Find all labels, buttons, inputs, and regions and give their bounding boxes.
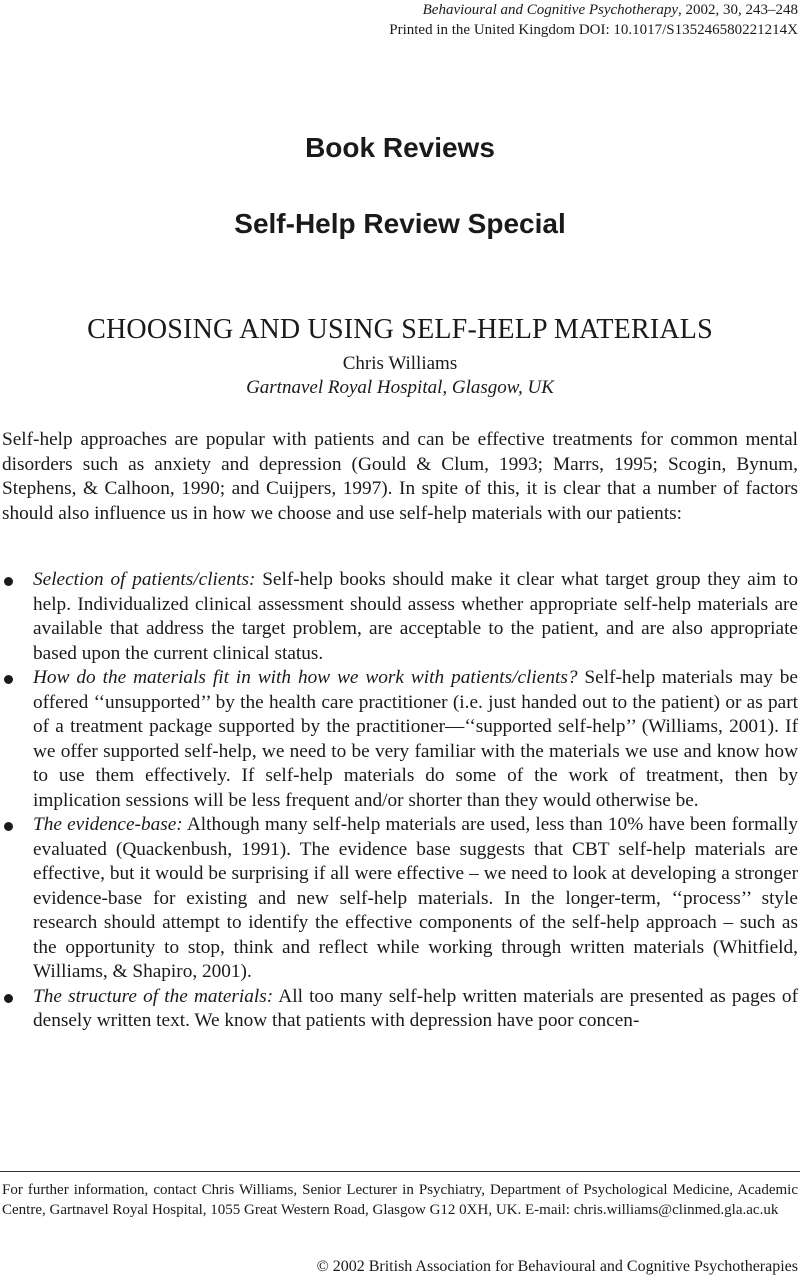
print-doi-line: Printed in the United Kingdom DOI: 10.1017/S135246580221214X <box>389 22 798 38</box>
article-title: CHOOSING AND USING SELF-HELP MATERIALS <box>87 314 713 345</box>
list-item <box>0 568 798 666</box>
copyright-notice: © 2002 British Association for Behavioural and Cognitive Psychotherapies <box>316 1258 798 1275</box>
running-head <box>389 0 798 40</box>
bullet-text: All too many self-help written materials are presented as pages of densely written text. We know that patients with depression have poor concen- <box>33 985 798 1031</box>
factor-list <box>0 568 798 1034</box>
journal-name: Behavioural and Cognitive Psychotherapy <box>422 2 678 18</box>
footnote-contact: For further information, contact Chris Williams, Senior Lecturer in Psychiatry, Department of Psychological Medicine, Academic Centre, Gartnavel Royal Hospital, 1055 Great Western Road, Glasgow G12 0XH, UK. E-mail: chris.williams@clinmed.gla.ac.uk <box>2 1182 798 1218</box>
volume-pages: , 2002, 30, 243–248 <box>678 2 798 18</box>
author-name: Chris Williams <box>342 353 458 374</box>
journal-citation <box>389 0 798 20</box>
bullet-heading: Selection of patients/clients: <box>33 569 256 590</box>
bullet-icon <box>4 675 13 684</box>
bullet-heading: How do the materials fit in with how we work with patients/clients? <box>33 667 578 688</box>
section-heading: Book Reviews <box>305 132 495 163</box>
intro-paragraph: Self-help approaches are popular with patients and can be effective treatments for common mental disorders such as anxiety and depression (Gould & Clum, 1993; Marrs, 1995; Scogin, Bynum, Stephens, & Calhoon, 1990; and Cuijpers, 1997). In spite of this, it is clear that a number of factors should also influence us in how we choose and use self-help materials with our patients: <box>2 429 798 524</box>
list-item <box>0 666 798 813</box>
section-subheading: Self-Help Review Special <box>234 208 566 239</box>
bullet-text: Although many self-help materials are used, less than 10% have been formally evaluated (Quackenbush, 1991). The evidence base suggests that CBT self-help materials are effective, but it would be surprising if all were effective – we need to look at developing a stronger evidence-base for existing and new self-help materials. In the longer-term, ‘‘process’’ style research should attempt to identify the effective components of the self-help approach – such as the opportunity to stop, think and reflect while working through written materials (Whitfield, Williams, & Shapiro, 2001). <box>33 814 798 982</box>
bullet-icon <box>4 577 13 586</box>
bullet-heading: The structure of the materials: <box>33 985 274 1007</box>
bullet-icon <box>4 822 13 831</box>
bullet-heading: The evidence-base: <box>33 814 183 835</box>
author-affiliation: Gartnavel Royal Hospital, Glasgow, UK <box>246 377 554 398</box>
bullet-text: Self-help books should make it clear what target group they aim to help. Individualized clinical assessment should assess whether appropriate self-help materials are available that address the target problem, are acceptable to the patient, and are also appropriate based upon the current clinical status. <box>33 569 799 664</box>
list-item <box>0 813 798 985</box>
footnote-divider <box>0 1171 800 1172</box>
bullet-icon <box>4 994 13 1003</box>
bullet-text: Self-help materials may be offered ‘‘unsupported’’ by the health care practitioner (i.e. just handed out to the patient) or as part of a treatment package supported by the practitioner—‘‘supported self-help’’ (Williams, 2001). If we offer supported self-help, we need to be very familiar with the materials we use and know how to use them effectively. If self-help materials do some of the work of treatment, then by implication sessions will be less frequent and/or shorter than they would otherwise be. <box>33 667 798 811</box>
list-item <box>0 985 798 1034</box>
